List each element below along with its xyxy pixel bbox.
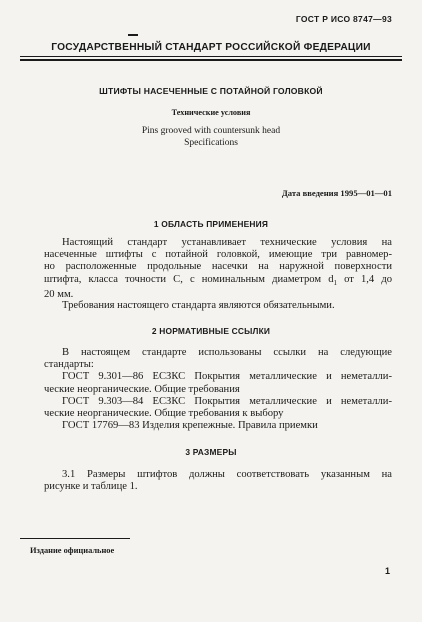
paragraph-line: ческие неорганические. Общие требования к выбору <box>44 408 284 420</box>
scope-paragraph <box>44 237 392 301</box>
section-heading-references: 2 НОРМАТИВНЫЕ ССЫЛКИ <box>151 326 271 336</box>
paragraph-line: насеченные штифты с потайной головкой, имеющие три равномер- <box>44 249 392 261</box>
paragraph-line: Настоящий стандарт устанавливает технические условия на <box>62 237 392 248</box>
standard-code: ГОСТ Р ИСО 8747—93 <box>295 14 392 24</box>
header-rule-thick <box>20 59 402 61</box>
english-title-line-1: Pins grooved with countersunk head <box>141 126 281 136</box>
paragraph-line: ГОСТ 17769—83 Изделия крепежные. Правила приемки <box>62 420 318 432</box>
header-rule-thin <box>20 56 402 57</box>
paragraph-line: В настоящем стандарте использованы ссылки на следующие <box>62 347 392 358</box>
references-paragraph <box>44 347 392 432</box>
english-title-line-2: Specifications <box>184 138 238 148</box>
paragraph-line: рисунке и таблице 1. <box>44 481 138 493</box>
english-title <box>0 125 422 149</box>
edition-note: Издание официальное <box>30 546 115 555</box>
mandatory-paragraph: Требования настоящего стандарта являются обязательными. <box>62 300 335 311</box>
paragraph-line: штифта, класса точности С, с номинальным диаметром $d_1$ от 1,4 до <box>44 273 393 287</box>
document-title: ШТИФТЫ НАСЕЧЕННЫЕ С ПОТАЙНОЙ ГОЛОВКОЙ <box>99 86 323 96</box>
paragraph-line: но расположенные продольные насечки на наружной поверхности <box>44 261 392 273</box>
paragraph-line: стандарты: <box>44 359 94 371</box>
standard-header: ГОСУДАРСТВЕННЫЙ СТАНДАРТ РОССИЙСКОЙ ФЕДЕРАЦИИ <box>51 42 371 53</box>
section-heading-scope: 1 ОБЛАСТЬ ПРИМЕНЕНИЯ <box>153 219 269 229</box>
section-heading-dimensions: 3 РАЗМЕРЫ <box>185 447 237 457</box>
paragraph-line: 20 мм. <box>44 288 74 300</box>
footer-rule <box>20 538 130 539</box>
document-subtitle: Технические условия <box>171 108 251 117</box>
print-mark <box>128 34 138 36</box>
paragraph-line: ГОСТ 9.303—84 ЕСЗКС Покрытия металлические и неметалли- <box>62 395 392 407</box>
paragraph-line: ческие неорганические. Общие требования <box>44 383 240 395</box>
paragraph-line: ГОСТ 9.301—86 ЕСЗКС Покрытия металлические и неметалли- <box>62 371 392 383</box>
paragraph-line: 3.1 Размеры штифтов должны соответствовать указанным на <box>62 469 392 480</box>
page-number: 1 <box>384 566 390 576</box>
introduction-date: Дата введения 1995—01—01 <box>281 188 392 198</box>
dimensions-paragraph <box>44 469 392 493</box>
